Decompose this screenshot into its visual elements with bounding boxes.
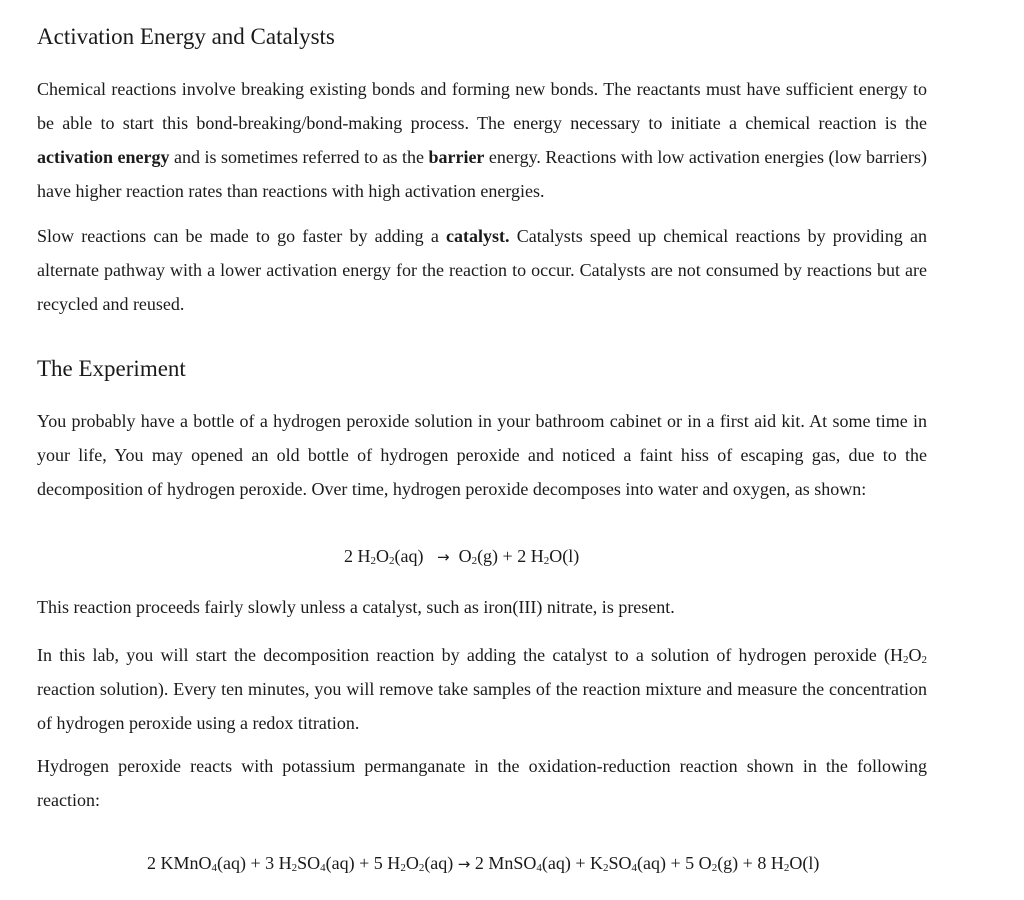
paragraph-catalysts [37,219,927,321]
eq-text: O [376,546,389,566]
section-title-activation-energy: Activation Energy and Catalysts [37,24,335,49]
text-run: energy. Reactions with low activation energies (low barriers) have higher reaction rates than reactions with high activation energies. [37,147,928,201]
reaction-arrow-icon: → [457,855,471,873]
text-run: O [908,645,922,665]
reaction-arrow-icon: → [436,548,450,566]
section-title-experiment: The Experiment [37,356,186,381]
eq-subscript: 4 [536,862,542,874]
eq-text: (g) + 2 [477,546,531,566]
eq-text: O(l) [789,853,820,873]
eq-text: (aq) + K [541,853,604,873]
eq-text: 2 KMnO [147,853,212,873]
eq-text: SO [608,853,632,873]
text-run: Chemical reactions involve breaking existing bonds and forming new bonds. The reactants must have sufficient energy to be able to start this bond-breaking/bond-making process. The energy necessary to initiate a chemical reaction is the [37,79,927,133]
text-run: and is sometimes referred to as the [169,147,429,167]
subscript: 2 [921,654,927,666]
paragraph-lab-procedure [37,638,927,740]
eq-subscript: 2 [471,555,478,567]
paragraph-permanganate-reaction: Hydrogen peroxide reacts with potassium permanganate in the oxidation-reduction reaction shown in the following reaction: [37,756,927,810]
text-run: In this lab, you will start the decomposition reaction by adding the catalyst to a solution of hydrogen peroxide (H [37,645,903,665]
eq-subscript: 2 [418,862,425,874]
text-run: Slow reactions can be made to go faster by adding a [37,226,447,246]
bold-term-barrier: barrier [428,147,485,167]
bold-term-activation-energy: activation energy [37,147,170,167]
text-run: reaction solution). Every ten minutes, you will remove take samples of the reaction mixture and measure the concentration of hydrogen peroxide using a redox titration. [37,679,927,733]
eq-subscript: 4 [320,862,326,874]
eq-subscript: 2 [291,862,298,874]
equation-decomposition [344,543,579,570]
eq-text: SO [297,853,321,873]
eq-text: (aq) + 5 O [637,853,712,873]
paragraph-catalyst-note: This reaction proceeds fairly slowly unless a catalyst, such as iron(III) nitrate, is present. [37,597,675,617]
paragraph-activation-energy [37,72,927,208]
eq-subscript: 2 [370,555,376,567]
eq-subscript: 2 [783,862,790,874]
eq-subscript: 4 [211,862,218,874]
eq-text: H [357,546,371,566]
eq-text: 2 [344,546,358,566]
bold-term-catalyst: catalyst. [446,226,510,246]
eq-text: O [458,546,472,566]
eq-text: O [405,853,419,873]
eq-text: 2 MnSO [470,853,537,873]
text-run: Catalysts speed up chemical reactions by providing an alternate pathway with a lower activation energy for the reaction to occur. Catalysts are not consumed by reactions but are recycled and reused. [37,226,927,314]
eq-subscript: 2 [543,555,550,567]
eq-subscript: 4 [631,862,638,874]
eq-text: (aq) [394,546,424,566]
eq-subscript: 2 [389,555,395,567]
eq-subscript: 2 [603,862,609,874]
eq-text: (aq) [424,853,458,873]
eq-text: (aq) + 5 H [325,853,401,873]
paragraph-hydrogen-peroxide-intro: You probably have a bottle of a hydrogen peroxide solution in your bathroom cabinet or in a first aid kit. At some time in your life, You may opened an old bottle of hydrogen peroxide and noticed a faint hiss of escaping gas, due to the decomposition of hydrogen peroxide. Over time, hydrogen peroxide decomposes into water and oxygen, as shown: [37,411,927,499]
eq-subscript: 2 [400,862,406,874]
subscript: 2 [903,654,909,666]
eq-text: (aq) + 3 H [217,853,292,873]
eq-text: H [530,546,544,566]
eq-text: O(l) [549,546,580,566]
eq-text: (g) + 8 H [717,853,784,873]
eq-subscript: 2 [711,862,718,874]
equation-redox-titration [147,850,819,877]
